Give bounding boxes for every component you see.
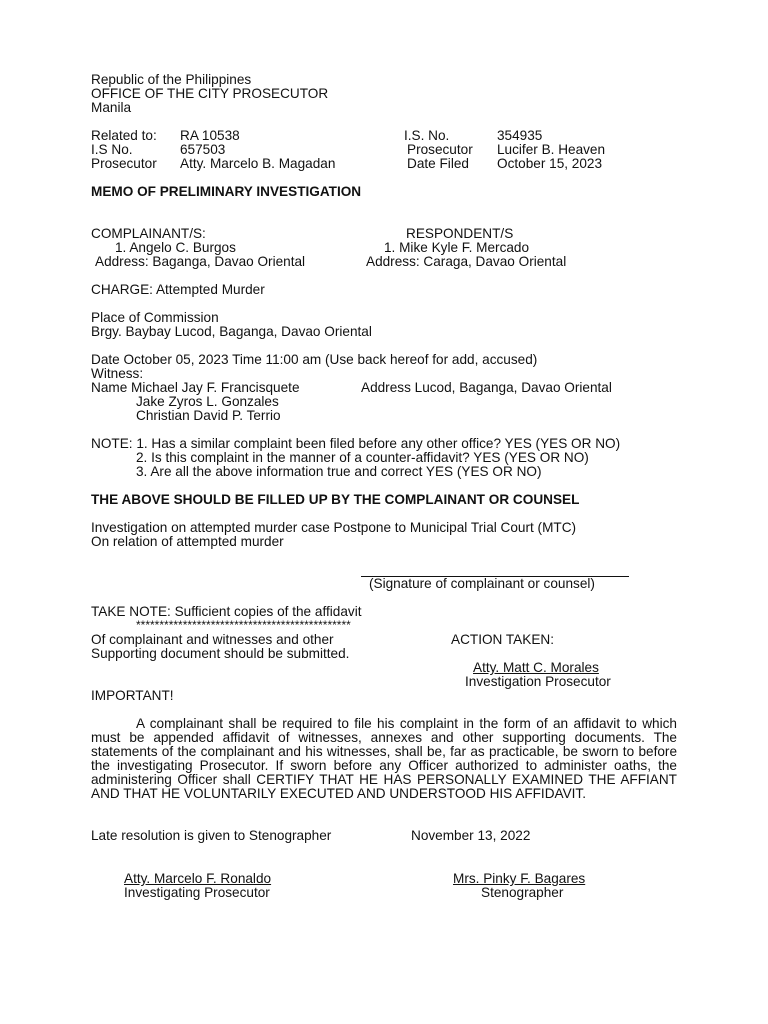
action-taken-label: ACTION TAKEN:: [451, 632, 554, 647]
left-signatory-title: Investigating Prosecutor: [124, 885, 270, 900]
memo-title: MEMO OF PRELIMINARY INVESTIGATION: [91, 184, 362, 199]
date-filed-label: Date Filed: [407, 156, 469, 171]
respondent-heading: RESPONDENT/S: [406, 226, 514, 241]
left-signatory-name: Atty. Marcelo F. Ronaldo: [124, 871, 272, 886]
related-to-value: RA 10538: [180, 128, 240, 143]
take-note-line-1: TAKE NOTE: Sufficient copies of the affidavit: [91, 604, 362, 619]
complainant-name: 1. Angelo C. Burgos: [115, 240, 236, 255]
action-taken-title: Investigation Prosecutor: [465, 674, 611, 689]
note-1: NOTE: 1. Has a similar complaint been filed before any other office? YES (YES OR NO): [91, 436, 621, 451]
is-no-label-left: I.S No.: [91, 142, 133, 157]
witness-address: Address Lucod, Baganga, Davao Oriental: [361, 380, 612, 395]
city-line: Manila: [91, 100, 132, 115]
place-value: Brgy. Baybay Lucod, Baganga, Davao Oriental: [91, 324, 372, 339]
office-line: OFFICE OF THE CITY PROSECUTOR: [91, 86, 329, 101]
resolution-date: November 13, 2022: [411, 828, 531, 843]
date-line: Date October 05, 2023 Time 11:00 am (Use back hereof for add, accused): [91, 352, 538, 367]
witness-name-1: Name Michael Jay F. Francisquete: [91, 380, 300, 395]
is-no-value-right: 354935: [497, 128, 543, 143]
complainant-heading: COMPLAINANT/S:: [91, 226, 206, 241]
charge-line: CHARGE: Attempted Murder: [91, 282, 265, 297]
respondent-name: 1. Mike Kyle F. Mercado: [384, 240, 530, 255]
witness-label: Witness:: [91, 366, 144, 381]
complainant-address: Address: Baganga, Davao Oriental: [95, 254, 306, 269]
republic-line: Republic of the Philippines: [91, 72, 252, 87]
important-paragraph: A complainant shall be required to file his complaint in the form of an affidavit to which must be appended affidavit of witnesses, annexes and other supporting documents. The statements of the complainant and his witnesses, shall be, far as practicable, be sworn to before the investigating Prosecutor. If sworn before any Officer authorized to administer oaths, the administering Officer shall CERTIFY THAT HE HAS PERSONALLY EXAMINED THE AFFIANT AND THAT HE VOLUNTARILY EXECUTED AND UNDERSTOOD HIS AFFIDAVIT.: [91, 716, 677, 801]
take-note-stars: **********************************************: [136, 618, 351, 632]
right-signatory-name: Mrs. Pinky F. Bagares: [453, 871, 586, 886]
place-label: Place of Commission: [91, 310, 219, 325]
respondent-address: Address: Caraga, Davao Oriental: [366, 254, 567, 269]
take-note-line-2: Of complainant and witnesses and other: [91, 632, 334, 647]
important-heading: IMPORTANT!: [91, 688, 174, 703]
signature-caption: (Signature of complainant or counsel): [369, 576, 595, 591]
prosecutor-label-right: Prosecutor: [407, 142, 473, 157]
prosecutor-value-right: Lucifer B. Heaven: [497, 142, 606, 157]
witness-name-3: Christian David P. Terrio: [136, 408, 281, 423]
related-to-label: Related to:: [91, 128, 157, 143]
investigation-line-1: Investigation on attempted murder case Postpone to Municipal Trial Court (MTC): [91, 520, 577, 535]
note-3: 3. Are all the above information true and correct YES (YES OR NO): [136, 464, 542, 479]
action-taken-name: Atty. Matt C. Morales: [473, 660, 599, 675]
prosecutor-label-left: Prosecutor: [91, 156, 157, 171]
resolution-text: Late resolution is given to Stenographer: [91, 828, 332, 843]
witness-name-2: Jake Zyros L. Gonzales: [136, 394, 279, 409]
right-signatory-title: Stenographer: [481, 885, 564, 900]
prosecutor-value-left: Atty. Marcelo B. Magadan: [180, 156, 336, 171]
is-no-label-right: I.S. No.: [404, 128, 450, 143]
take-note-line-3: Supporting document should be submitted.: [91, 646, 350, 661]
filled-by-heading: THE ABOVE SHOULD BE FILLED UP BY THE COMPLAINANT OR COUNSEL: [91, 492, 580, 507]
investigation-line-2: On relation of attempted murder: [91, 534, 284, 549]
is-no-value-left: 657503: [180, 142, 226, 157]
note-2: 2. Is this complaint in the manner of a counter-affidavit? YES (YES OR NO): [136, 450, 589, 465]
date-filed-value: October 15, 2023: [497, 156, 603, 171]
